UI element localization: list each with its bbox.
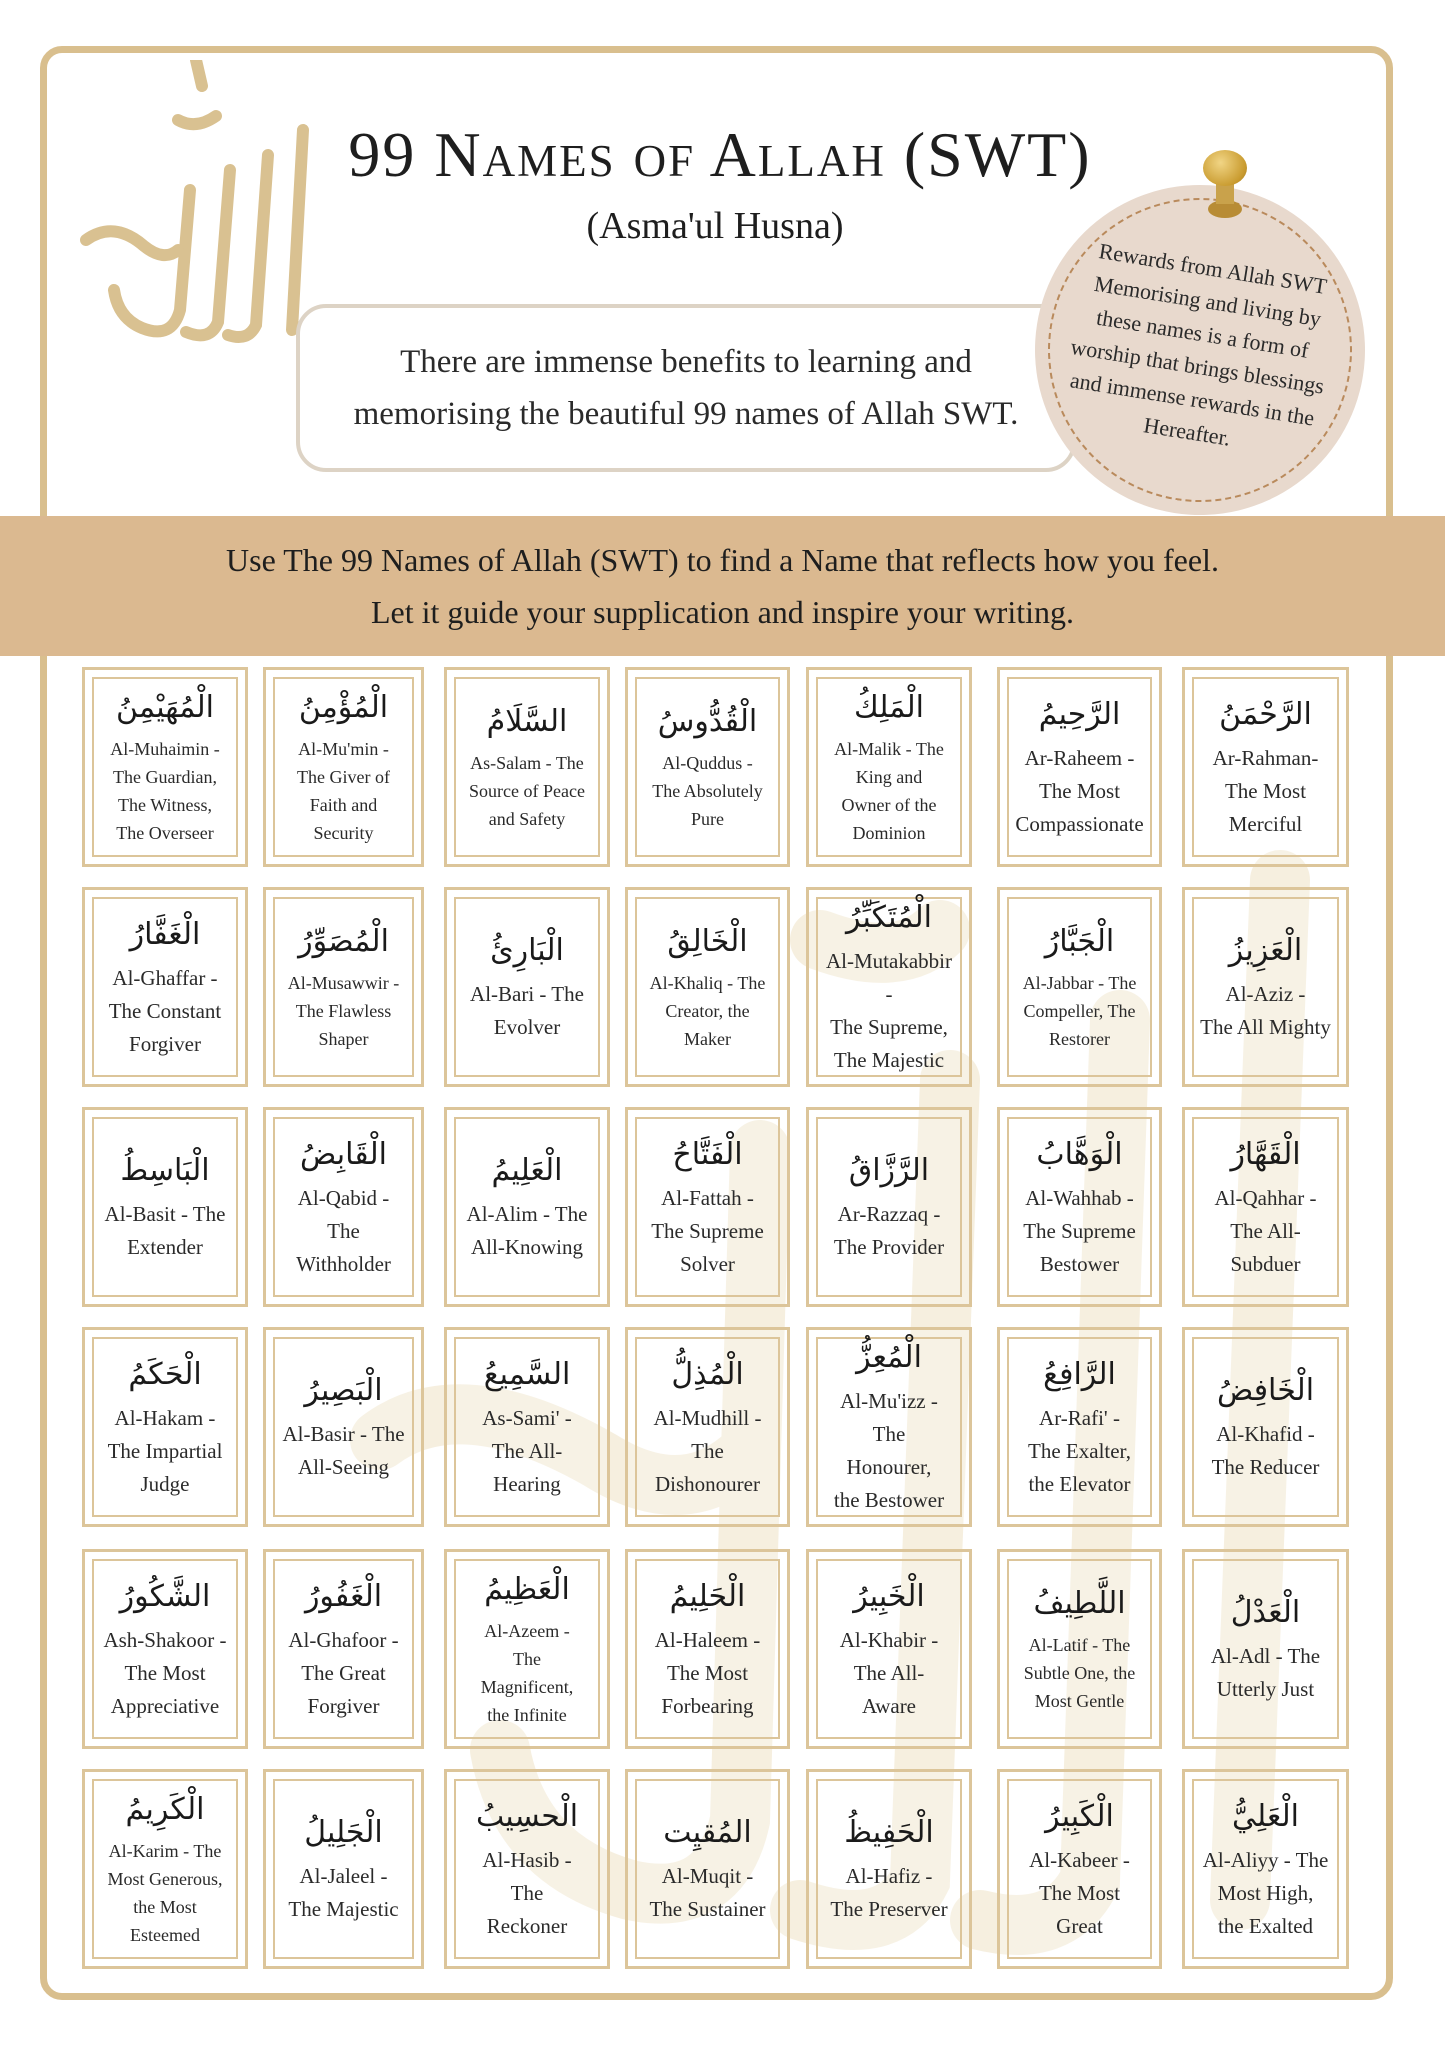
arabic-name: الرَّافِعُ [1043, 1356, 1116, 1392]
name-card [444, 1549, 610, 1749]
arabic-name: الْقَهَّارُ [1230, 1136, 1301, 1172]
name-card-inner [1007, 1337, 1152, 1517]
name-card-inner [92, 1337, 238, 1517]
name-card-inner [1007, 1779, 1152, 1959]
name-card [997, 1107, 1162, 1307]
name-card-inner [92, 1779, 238, 1959]
name-card-inner [92, 897, 238, 1077]
name-card [263, 667, 424, 867]
name-card-inner [1192, 1559, 1339, 1739]
arabic-name: الْبَاسِطُ [120, 1153, 210, 1188]
name-card [806, 1549, 972, 1749]
name-card [806, 1769, 972, 1969]
english-meaning: Al-Ghafoor - The Great Forgiver [288, 1627, 399, 1718]
name-card [997, 887, 1162, 1087]
name-card [82, 1549, 248, 1749]
name-card-inner [273, 1559, 414, 1739]
name-card-inner [454, 1337, 600, 1517]
arabic-name: الْمُتَكَبِّرُ [845, 900, 933, 935]
name-card [625, 1327, 790, 1527]
english-meaning: Al-Kabeer - The Most Great [1029, 1847, 1130, 1938]
arabic-name: الْكَبِيرُ [1045, 1798, 1114, 1834]
name-card [806, 1107, 972, 1307]
arabic-name: الرَّحِيمُ [1038, 696, 1121, 732]
english-meaning: Al-Qahhar - The All- Subduer [1214, 1185, 1317, 1276]
arabic-name: الْخَبِيرُ [853, 1578, 925, 1614]
english-meaning: Al-Mudhill - The Dishonourer [653, 1405, 762, 1496]
banner-line-2: Let it guide your supplication and inspire your writing. [371, 594, 1074, 630]
arabic-name: اللَّطِيفُ [1033, 1586, 1126, 1621]
english-meaning: Al-Aziz - The All Mighty [1200, 982, 1331, 1039]
page-title: 99 Names of Allah (SWT) [348, 119, 1092, 190]
name-card-inner [1192, 1779, 1339, 1959]
name-card [625, 887, 790, 1087]
name-card [444, 1107, 610, 1307]
english-meaning: Al-Hafiz - The Preserver [830, 1864, 948, 1921]
name-card-inner [1192, 897, 1339, 1077]
name-card-inner [273, 1117, 414, 1297]
name-card-inner [454, 897, 600, 1077]
name-card-inner [816, 1779, 962, 1959]
rewards-text: Rewards from Allah SWT Memorising and living by these names is a form of worship that brings blessings and immense rewards in the Hereafter. [1026, 176, 1374, 524]
arabic-name: الْحَفِيظُ [844, 1815, 934, 1850]
arabic-name: السَّمِيعُ [483, 1356, 571, 1392]
name-card [263, 1769, 424, 1969]
name-card-inner [816, 677, 962, 857]
name-card-inner [635, 1337, 780, 1517]
arabic-name: الْقُدُّوسُ [657, 704, 758, 739]
english-meaning: Al-Khaliq - The Creator, the Maker [649, 973, 766, 1049]
name-card-inner [454, 1559, 600, 1739]
name-card-inner [1007, 1559, 1152, 1739]
english-meaning: Al-Basit - The Extender [104, 1202, 226, 1259]
name-card [997, 1327, 1162, 1527]
name-card [997, 667, 1162, 867]
english-meaning: Al-Ghaffar - The Constant Forgiver [108, 965, 222, 1056]
name-card [263, 1107, 424, 1307]
english-meaning: Al-Mutakabbir - The Supreme, The Majestic [826, 949, 952, 1072]
intro-box [296, 304, 1076, 472]
arabic-name: السَّلَامُ [486, 704, 568, 739]
english-meaning: Al-Fattah - The Supreme Solver [651, 1185, 764, 1276]
name-card [625, 1107, 790, 1307]
intro-line-2: memorising the beautiful 99 names of Allah SWT. [353, 396, 1019, 432]
name-card [82, 1769, 248, 1969]
name-card-inner [454, 677, 600, 857]
english-meaning: Al-Hasib - The Reckoner [482, 1847, 572, 1938]
name-card-inner [635, 1779, 780, 1959]
arabic-name: الْعَزِيزُ [1228, 933, 1303, 968]
pushpin-head [1203, 150, 1247, 186]
english-meaning: Al-Jabbar - The Compeller, The Restorer [1022, 973, 1137, 1049]
name-card-inner [635, 1559, 780, 1739]
name-card [263, 1549, 424, 1749]
arabic-name: الْحَلِيمُ [669, 1578, 746, 1614]
name-card-inner [635, 897, 780, 1077]
english-meaning: Ar-Raheem - The Most Compassionate [1015, 745, 1144, 836]
name-card [82, 887, 248, 1087]
name-card [1182, 1549, 1349, 1749]
name-card [806, 667, 972, 867]
banner-line-1: Use The 99 Names of Allah (SWT) to find a Name that reflects how you feel. [226, 542, 1219, 578]
name-card-inner [816, 897, 962, 1077]
name-card [444, 887, 610, 1087]
arabic-name: الْعَلِيمُ [491, 1153, 563, 1188]
name-card-inner [1007, 1117, 1152, 1297]
name-card-inner [92, 1559, 238, 1739]
arabic-name: الْغَفَّارُ [129, 916, 201, 952]
english-meaning: As-Salam - The Source of Peace and Safety [469, 753, 585, 829]
name-card [82, 1327, 248, 1527]
arabic-name: الْمُذِلُّ [671, 1356, 744, 1392]
arabic-name: الْخَافِضُ [1216, 1373, 1315, 1408]
english-meaning: Al-Mu'izz - The Honourer, the Bestower [833, 1389, 945, 1512]
name-card [1182, 1107, 1349, 1307]
arabic-name: الْمُصَوِّرُ [298, 924, 389, 959]
name-card [444, 1769, 610, 1969]
name-card-inner [816, 1337, 962, 1517]
name-card [806, 887, 972, 1087]
name-card-inner [1007, 677, 1152, 857]
arabic-name: الْحسِيبُ [475, 1798, 579, 1834]
name-card [997, 1769, 1162, 1969]
name-card-inner [1192, 677, 1339, 857]
name-card [1182, 1769, 1349, 1969]
name-card-inner [454, 1117, 600, 1297]
arabic-name: الْمَلِكُ [853, 690, 925, 725]
english-meaning: Ash-Shakoor - The Most Appreciative [103, 1627, 227, 1718]
arabic-name: الْجَلِيلُ [304, 1815, 383, 1850]
name-card-inner [273, 677, 414, 857]
english-meaning: Al-Alim - The All-Knowing [466, 1202, 588, 1259]
name-card [444, 1327, 610, 1527]
english-meaning: Al-Muhaimin - The Guardian, The Witness, The Overseer [110, 739, 220, 843]
name-card-inner [273, 897, 414, 1077]
arabic-name: الْمُؤْمِنُ [298, 690, 389, 725]
name-card-inner [273, 1337, 414, 1517]
english-meaning: Al-Adl - The Utterly Just [1210, 1644, 1321, 1701]
name-card-inner [816, 1117, 962, 1297]
instruction-banner [0, 516, 1445, 656]
name-card [82, 1107, 248, 1307]
english-meaning: Al-Quddus - The Absolutely Pure [652, 753, 763, 829]
english-meaning: Al-Haleem - The Most Forbearing [654, 1627, 761, 1718]
name-card [625, 1549, 790, 1749]
arabic-name: الْخَالِقُ [667, 924, 748, 959]
name-card [263, 1327, 424, 1527]
english-meaning: Al-Khabir - The All- Aware [839, 1627, 939, 1718]
name-card [625, 667, 790, 867]
english-meaning: Al-Latif - The Subtle One, the Most Gentle [1023, 1635, 1136, 1711]
name-card-inner [1192, 1117, 1339, 1297]
english-meaning: Ar-Razzaq - The Provider [833, 1202, 945, 1259]
arabic-name: الْقَابِضُ [300, 1136, 387, 1172]
name-card-inner [816, 1559, 962, 1739]
english-meaning: Al-Aliyy - The Most High, the Exalted [1202, 1847, 1329, 1938]
arabic-name: الْبَصِيرُ [304, 1373, 383, 1408]
name-card [263, 887, 424, 1087]
english-meaning: Al-Jaleel - The Majestic [288, 1864, 399, 1921]
name-card [1182, 887, 1349, 1087]
name-card-inner [1007, 897, 1152, 1077]
name-card [625, 1769, 790, 1969]
name-card [1182, 667, 1349, 867]
name-card-inner [1192, 1337, 1339, 1517]
name-card-inner [635, 1117, 780, 1297]
arabic-name: الْمُهَيْمِنُ [116, 690, 214, 725]
english-meaning: Al-Azeem - The Magnificent, the Infinite [480, 1621, 574, 1725]
arabic-name: الْعَظِيمُ [484, 1572, 570, 1607]
name-card [1182, 1327, 1349, 1527]
english-meaning: Al-Wahhab - The Supreme Bestower [1023, 1185, 1136, 1276]
name-card-inner [635, 677, 780, 857]
english-meaning: Al-Basir - The All-Seeing [282, 1422, 405, 1479]
name-card-inner [454, 1779, 600, 1959]
intro-line-1: There are immense benefits to learning and [400, 344, 972, 380]
name-card [444, 667, 610, 867]
arabic-name: الرَّحْمَنُ [1219, 696, 1312, 732]
arabic-name: الْبَارِئُ [490, 933, 564, 968]
english-meaning: Al-Malik - The King and Owner of the Dominion [834, 739, 944, 843]
arabic-name: الْغَفُورُ [304, 1578, 383, 1614]
arabic-name: الْفَتَّاحُ [672, 1136, 743, 1172]
english-meaning: Al-Khafid - The Reducer [1211, 1422, 1320, 1479]
name-card [82, 667, 248, 867]
english-meaning: Ar-Rahman- The Most Merciful [1212, 745, 1319, 836]
english-meaning: Al-Karim - The Most Generous, the Most Esteemed [107, 1841, 223, 1945]
english-meaning: Al-Qabid - The Withholder [296, 1185, 391, 1276]
arabic-name: الْجَبَّارُ [1044, 924, 1115, 959]
english-meaning: Al-Hakam - The Impartial Judge [107, 1405, 223, 1496]
page-subtitle: (Asma'ul Husna) [586, 205, 844, 247]
allah-calligraphy-logo [78, 60, 328, 350]
arabic-name: الْوَهَّابُ [1036, 1136, 1123, 1172]
arabic-name: الْمُعِزُّ [856, 1340, 922, 1375]
english-meaning: Al-Mu'min - The Giver of Faith and Security [297, 739, 390, 843]
arabic-name: الْعَدْلُ [1230, 1595, 1301, 1630]
english-meaning: Ar-Rafi' - The Exalter, the Elevator [1028, 1405, 1131, 1496]
arabic-name: المُقيِت [663, 1815, 752, 1850]
english-meaning: As-Sami' - The All- Hearing [482, 1405, 572, 1496]
name-card [806, 1327, 972, 1527]
arabic-name: الْكَرِيمُ [125, 1792, 205, 1827]
name-card [997, 1549, 1162, 1749]
english-meaning: Al-Muqit - The Sustainer [649, 1864, 766, 1921]
arabic-name: الْحَكَمُ [128, 1356, 202, 1392]
arabic-name: الشَّكُورُ [119, 1578, 211, 1614]
arabic-name: الْعَلِيُّ [1232, 1798, 1299, 1834]
arabic-name: الرَّزَّاقُ [848, 1153, 930, 1188]
name-card-inner [92, 677, 238, 857]
name-card-inner [92, 1117, 238, 1297]
english-meaning: Al-Bari - The Evolver [470, 982, 584, 1039]
english-meaning: Al-Musawwir - The Flawless Shaper [287, 973, 400, 1049]
name-card-inner [273, 1779, 414, 1959]
